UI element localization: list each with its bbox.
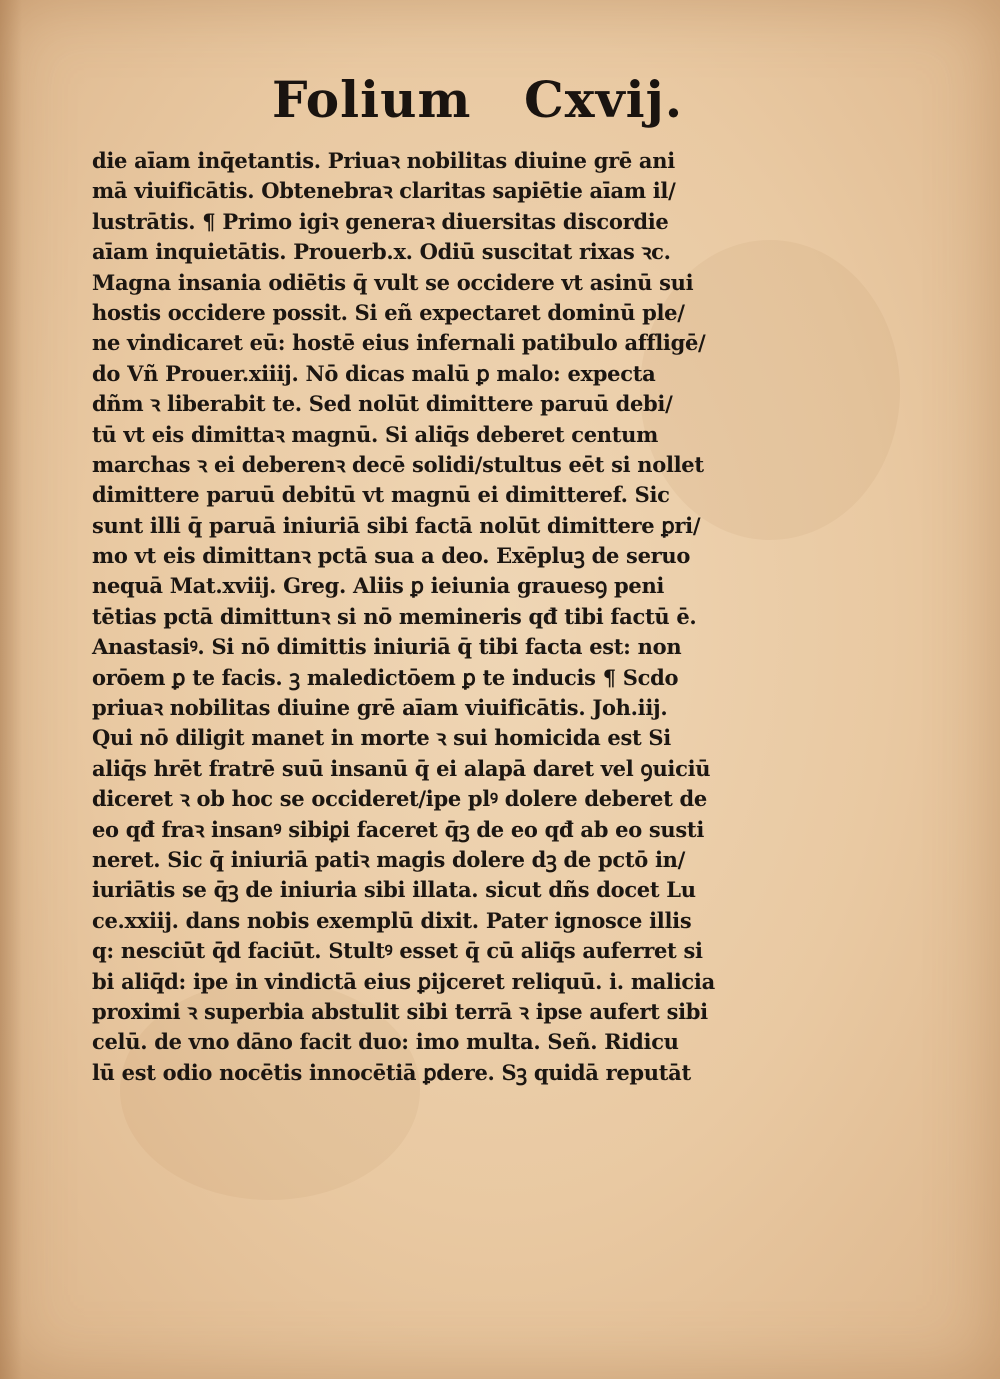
- text-line: ne vindicaret eū: hostē eius infernali patibulo affligē/: [92, 330, 706, 356]
- text-line: Qui nō diligit manet in morte ꝛ sui homicida est Si: [92, 725, 671, 751]
- text-line: sunt illi q̄ paruā iniuriā sibi factā nolūt dimittere ꝑri/: [92, 512, 701, 538]
- text-line: Anastasiꝰ. Si nō dimittis iniuriā q̄ tibi facta est: non: [92, 634, 682, 660]
- text-line: neret. Sic q̄ iniuriā patiꝛ magis dolere dꝫ de pctō in/: [92, 846, 685, 872]
- body-text: [92, 146, 792, 1088]
- text-line: tū vt eis dimittaꝛ magnū. Si aliq̄s deberet centum: [92, 421, 659, 447]
- text-line: iuriātis se q̄ꝫ de iniuria sibi illata. sicut dñs docet Lu: [92, 877, 696, 903]
- text-line: tētias pctā dimittunꝛ si nō memineris qđ tibi factū ē.: [92, 603, 697, 629]
- text-line: eo qđ fraꝛ insanꝰ sibiꝑi faceret q̄ꝫ de eo qđ ab eo susti: [92, 816, 705, 842]
- text-line: marchas ꝛ ei deberenꝛ decē solidi/stultus eēt si nollet: [92, 451, 704, 477]
- text-line: mo vt eis dimittanꝛ pctā sua a deo. Exēpluꝫ de seruo: [92, 543, 691, 569]
- text-line: diceret ꝛ ob hoc se occideret/ipe plꝰ dolere deberet de: [92, 786, 707, 812]
- header-title: Folium: [272, 70, 472, 129]
- text-line: dñm ꝛ liberabit te. Sed nolūt dimittere paruū debi/: [92, 391, 673, 417]
- page-header: [0, 64, 1000, 144]
- text-line: dimittere paruū debitū vt magnū ei dimitteref. Sic: [92, 482, 670, 508]
- text-line: hostis occidere possit. Si eñ expectaret dominū ple/: [92, 299, 685, 325]
- text-line: ce.xxiij. dans nobis exemplū dixit. Pater ignosce illis: [92, 907, 692, 933]
- text-line: proximi ꝛ superbia abstulit sibi terrā ꝛ ipse aufert sibi: [92, 998, 708, 1024]
- text-line: Magna insania odiētis q̄ vult se occidere vt asinū sui: [92, 269, 694, 295]
- folio-number: Cxvij.: [524, 70, 684, 129]
- text-line: aīam inquietātis. Prouerb.x. Odiū suscitat rixas ꝛc.: [92, 239, 671, 265]
- text-line: do Vñ Prouer.xiiij. Nō dicas malū ꝑ malo: expecta: [92, 360, 656, 386]
- text-line: lustrātis. ¶ Primo igiꝛ generaꝛ diuersitas discordie: [92, 208, 669, 234]
- text-line: orōem ꝑ te facis. ꝫ maledictōem ꝑ te inducis ¶ Scdo: [92, 664, 679, 690]
- text-line: q: nesciūt q̄d faciūt. Stultꝰ esset q̄ cū aliq̄s auferret si: [92, 938, 703, 964]
- text-line: priuaꝛ nobilitas diuine grē aīam viuificātis. Joh.iij.: [92, 695, 668, 721]
- text-line: bi aliq̄d: ipe in vindictā eius ꝑijceret reliquū. i. malicia: [92, 968, 715, 994]
- text-line: die aīam inq̄etantis. Priuaꝛ nobilitas diuine grē ani: [92, 148, 675, 173]
- text-line: aliq̄s hrēt fratrē suū insanū q̄ ei alapā daret vel ꝯuiciū: [92, 755, 711, 781]
- text-line: lū est odio nocētis innocētiā ꝑdere. Sꝫ quidā reputāt: [92, 1059, 691, 1085]
- text-line: nequā Mat.xviij. Greg. Aliis ꝑ ieiunia grauesꝯ peni: [92, 573, 665, 599]
- page-edge-shading: [0, 0, 22, 1379]
- text-line: mā viuificātis. Obtenebraꝛ claritas sapiētie aīam il/: [92, 178, 676, 204]
- text-line: celū. de vno dāno facit duo: imo multa. Señ. Ridicu: [92, 1029, 679, 1055]
